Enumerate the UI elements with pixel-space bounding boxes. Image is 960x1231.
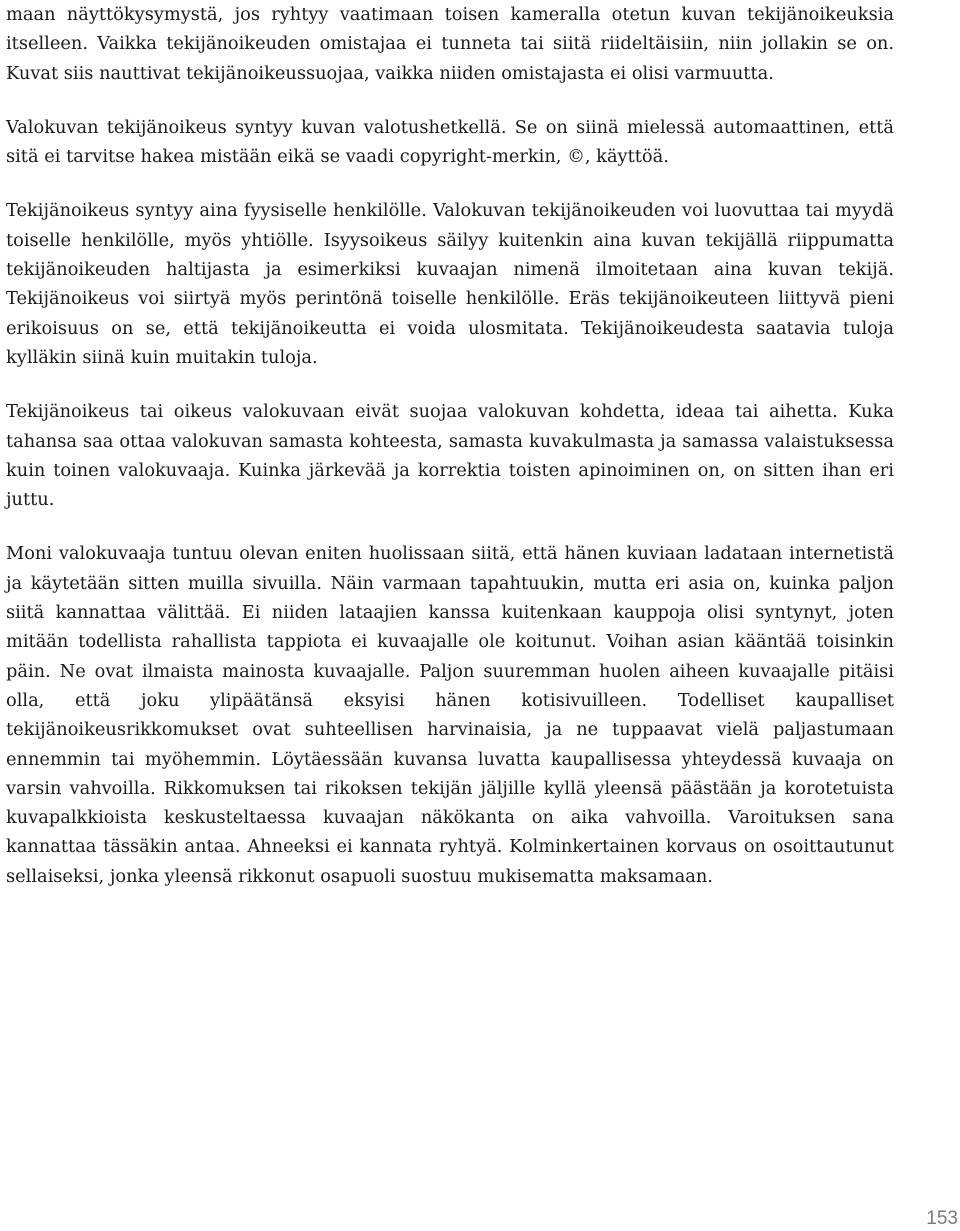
body-text: [6, 0, 894, 916]
page-number: 153: [926, 1208, 958, 1229]
paragraph-4: Tekijänoikeus tai oikeus valokuvaan eivät suojaa valokuvan kohdetta, ideaa tai aihetta. Kuka tahansa saa ottaa valokuvan samasta kohteesta, samasta kuvakulmasta ja samassa valaistuksessa kuin toinen valokuvaaja. Kuinka järkevää ja korrektia toisten apinoiminen on, on sitten ihan eri juttu.: [6, 401, 894, 511]
paragraph-3: Tekijänoikeus syntyy aina fyysiselle henkilölle. Valokuvan tekijänoikeuden voi luovuttaa tai myydä toiselle henkilölle, myös yhtiölle. Isyysoikeus säilyy kuitenkin aina kuvan tekijällä riippumatta tekijänoikeuden haltijasta ja esimerkiksi kuvaajan nimenä ilmoitetaan aina kuvan tekijä. Tekijänoikeus voi siirtyä myös perintönä toiselle henkilölle. Eräs tekijänoikeuteen liittyvä pieni erikoisuus on se, että tekijänoikeutta ei voida ulosmitata. Tekijänoikeudesta saatavia tuloja kylläkin siinä kuin muitakin tuloja.: [6, 200, 894, 368]
paragraph-2: Valokuvan tekijänoikeus syntyy kuvan valotushetkellä. Se on siinä mielessä automaattinen, että sitä ei tarvitse hakea mistään eikä se vaadi copyright-merkin, ©, käyttöä.: [6, 116, 894, 168]
paragraph-1: maan näyttökysymystä, jos ryhtyy vaatimaan toisen kameralla otetun kuvan tekijänoikeuksia itselleen. Vaikka tekijänoikeuden omistajaa ei tunneta tai siitä riideltäisiin, niin jollakin se on. Kuvat siis nauttivat tekijänoikeussuojaa, vaikka niiden omistajasta ei olisi varmuutta.: [6, 4, 894, 84]
paragraph-5: Moni valokuvaaja tuntuu olevan eniten huolissaan siitä, että hänen kuviaan ladataan internetistä ja käytetään sitten muilla sivuilla. Näin varmaan tapahtuukin, mutta eri asia on, kuinka paljon siitä kannattaa välittää. Ei niiden lataajien kanssa kuitenkaan kauppoja olisi syntynyt, joten mitään todellista rahallista tappiota ei kuvaajalle ole koitunut. Voihan asian kääntää toisinkin päin. Ne ovat ilmaista mainosta kuvaajalle. Paljon suuremman huolen aiheen kuvaajalle pitäisi olla, että joku ylipäätänsä eksyisi hänen kotisivuilleen. Todelliset kaupalliset tekijänoikeusrikkomukset ovat suhteellisen harvinaisia, ja ne tuppaavat vielä paljastumaan ennemmin tai myöhemmin. Löytäessään kuvansa luvatta kaupallisessa yhteydessä kuvaaja on varsin vahvoilla. Rikkomuksen tai rikoksen tekijän jäljille kyllä yleensä päästään ja korotetuista kuvapalkkioista keskusteltaessa kuvaajan näkökanta on aika vahvoilla. Varoituksen sana kannattaa tässäkin antaa. Ahneeksi ei kannata ryhtyä. Kolminkertainen korvaus on osoittautunut sellaiseksi, jonka yleensä rikkonut osapuoli suostuu mukisematta maksamaan.: [6, 543, 894, 887]
